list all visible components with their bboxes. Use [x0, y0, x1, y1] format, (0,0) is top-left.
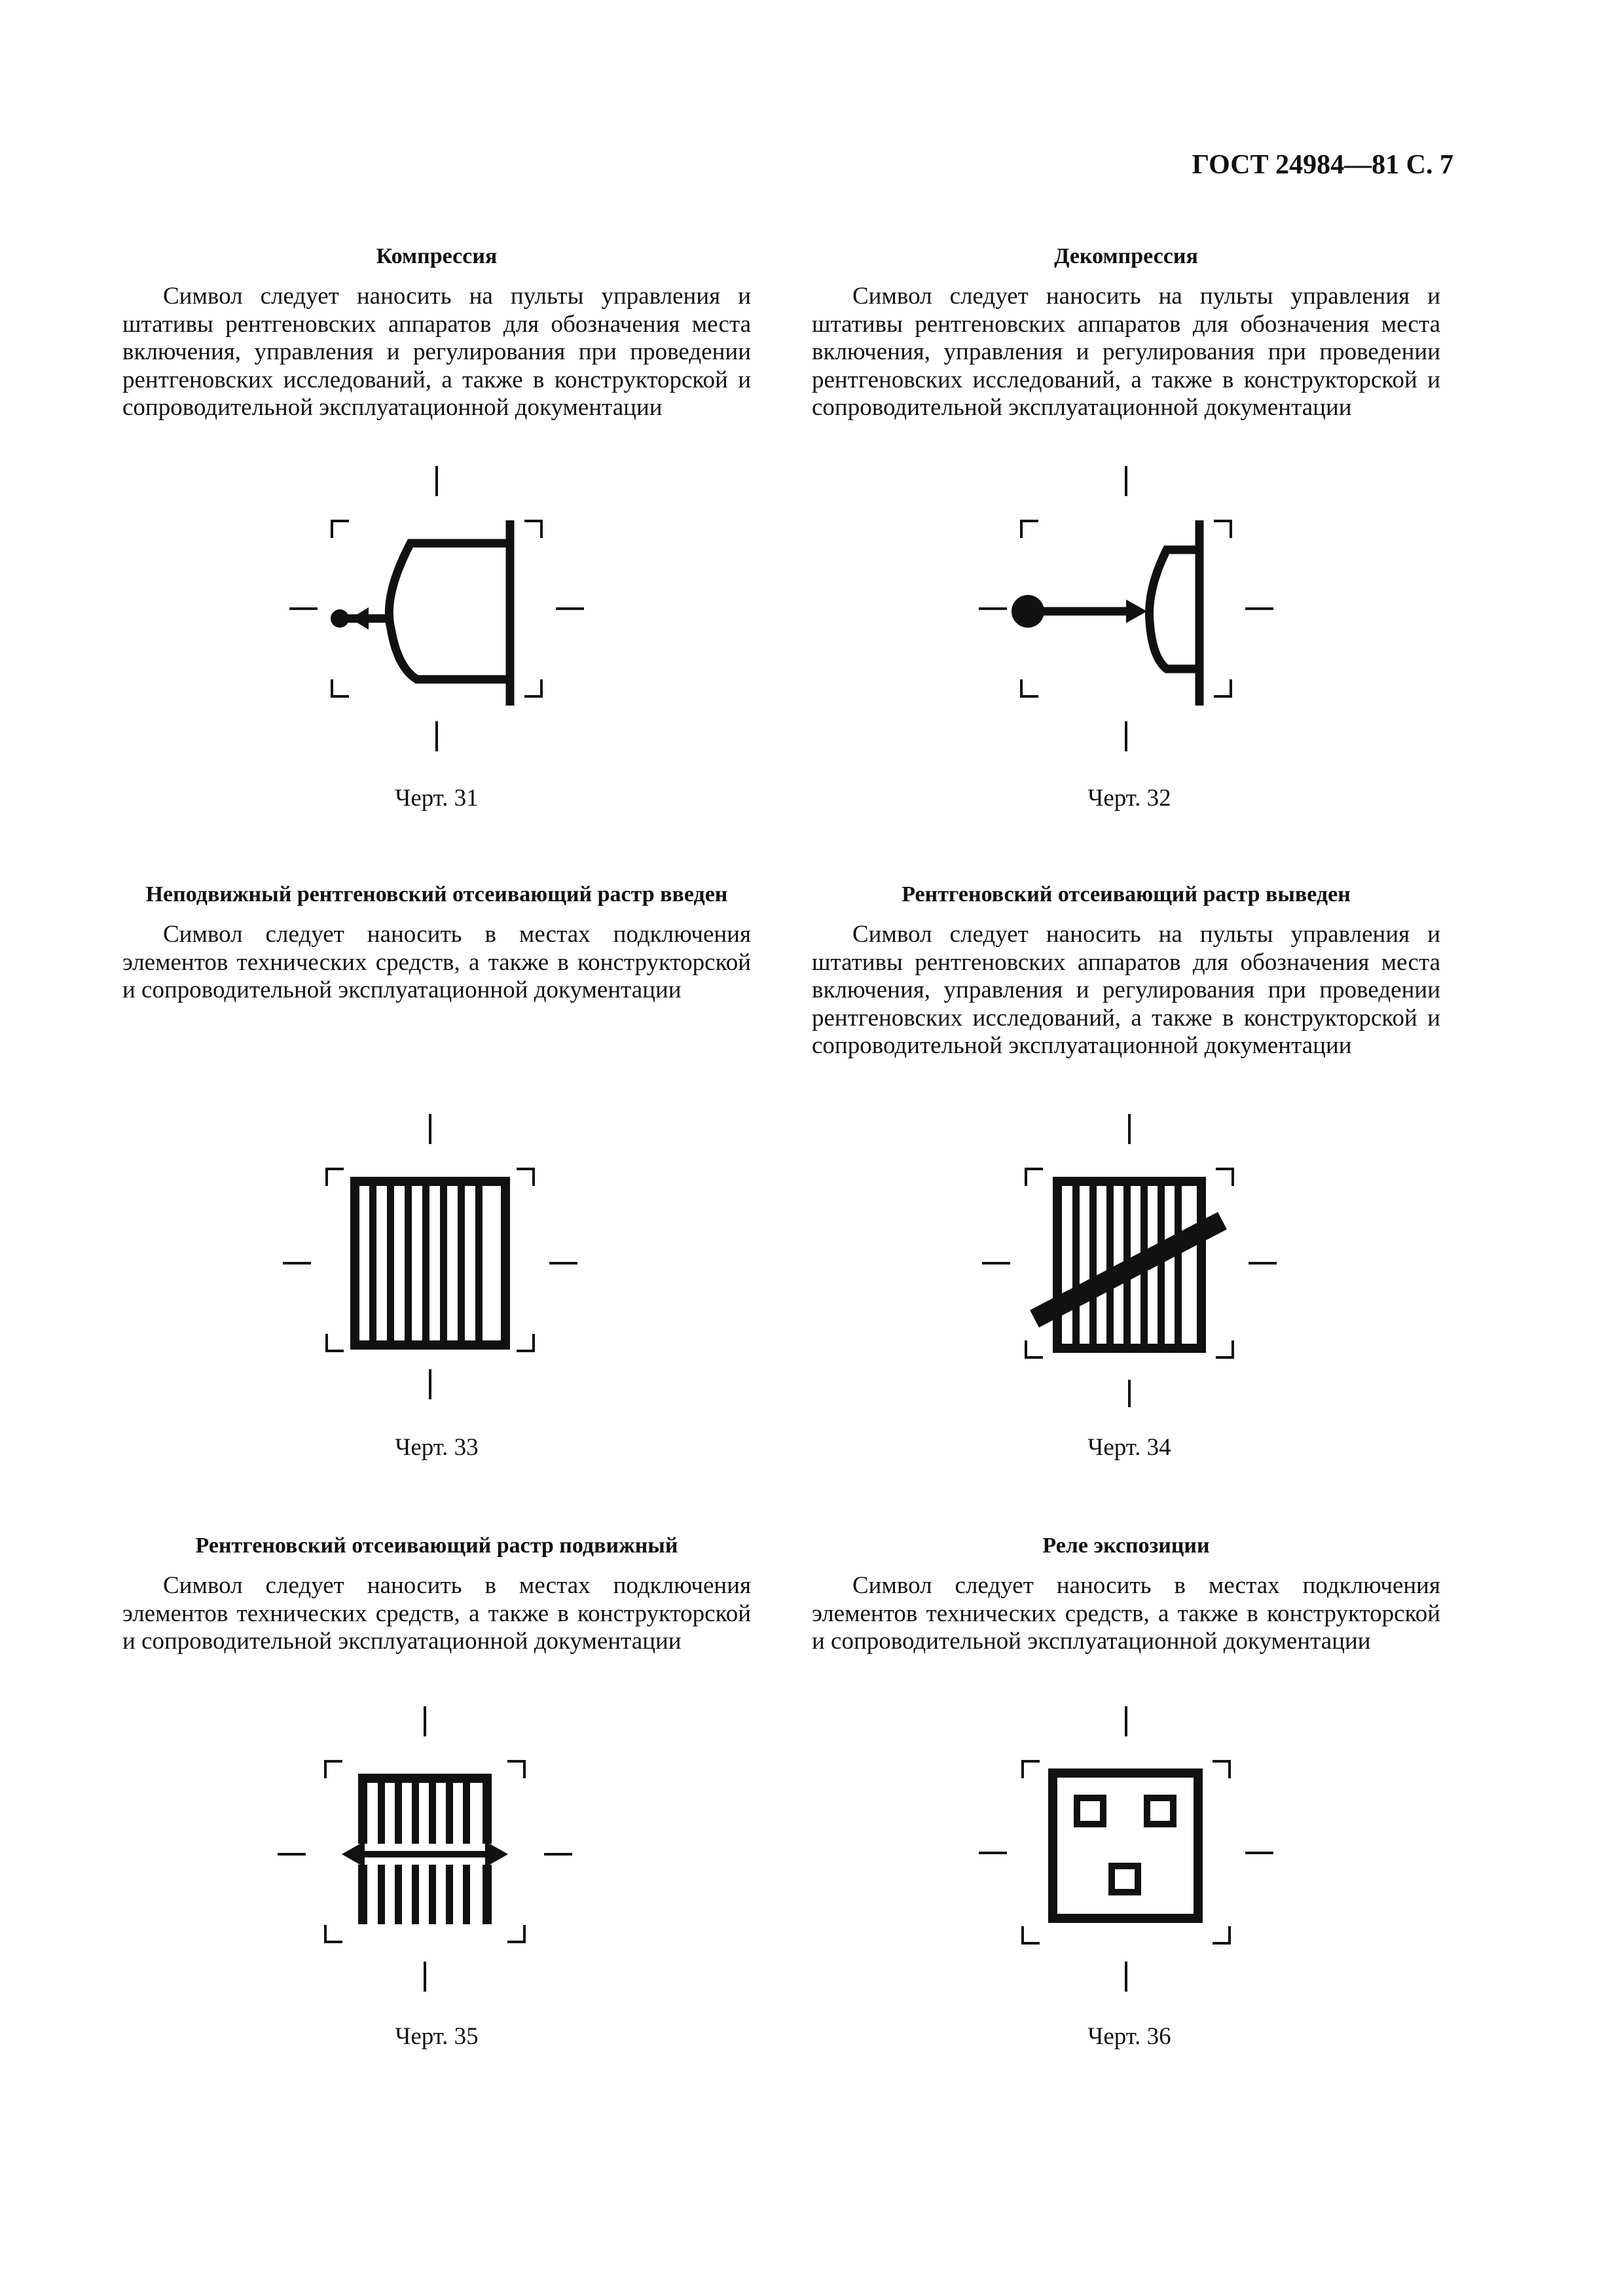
section-moving-grid	[122, 1532, 751, 1656]
section-title: Реле экспозиции	[1042, 1534, 1210, 1558]
section-description: Символ следует наносить в местах подключения элементов технических средств, а также в конструкторской и сопроводительной эксплуатационной документации	[122, 921, 751, 1003]
exposure-relay-symbol	[976, 1698, 1277, 2000]
figure-caption: Черт. 35	[395, 2023, 479, 2050]
section-title: Рентгеновский отсеивающий растр подвижный	[195, 1534, 678, 1558]
section-fixed-grid-in	[122, 880, 751, 1005]
page-header: ГОСТ 24984—81 С. 7	[1192, 150, 1453, 180]
section-title: Рентгеновский отсеивающий растр выведен	[902, 882, 1351, 906]
fixed-grid-in-symbol	[280, 1106, 581, 1407]
section-title: Декомпрессия	[1054, 244, 1198, 268]
grid-out-symbol	[979, 1106, 1280, 1407]
figure-caption: Черт. 31	[395, 785, 479, 812]
compression-symbol	[286, 458, 587, 759]
section-description: Символ следует наносить на пульты управления и штативы рентгеновских аппаратов для обозначения места включения, управления и регулирования при проведении рентгеновских исследований, а также в конструкторской и сопроводительной эксплуатационной документации	[812, 283, 1440, 421]
figure-caption: Черт. 34	[1087, 1434, 1171, 1461]
section-compression	[122, 242, 751, 422]
decompression-symbol	[976, 458, 1277, 759]
figure-caption: Черт. 33	[395, 1434, 479, 1461]
section-exposure-relay	[812, 1532, 1440, 1656]
figure-caption: Черт. 32	[1087, 785, 1171, 812]
section-description: Символ следует наносить в местах подключения элементов технических средств, а также в конструкторской и сопроводительной эксплуатационной документации	[812, 1572, 1440, 1655]
section-grid-out	[812, 880, 1440, 1060]
moving-grid-symbol	[273, 1698, 574, 2000]
section-title: Компрессия	[376, 244, 498, 268]
section-title: Неподвижный рентгеновский отсеивающий растр введен	[145, 882, 728, 906]
section-decompression	[812, 242, 1440, 422]
section-description: Символ следует наносить в местах подключения элементов технических средств, а также в конструкторской и сопроводительной эксплуатационной документации	[122, 1572, 751, 1655]
section-description: Символ следует наносить на пульты управления и штативы рентгеновских аппаратов для обозначения места включения, управления и регулирования при проведении рентгеновских исследований, а также в конструкторской и сопроводительной эксплуатационной документации	[122, 283, 751, 421]
figure-caption: Черт. 36	[1087, 2023, 1171, 2050]
section-description: Символ следует наносить на пульты управления и штативы рентгеновских аппаратов для обозначения места включения, управления и регулирования при проведении рентгеновских исследований, а также в конструкторской и сопроводительной эксплуатационной документации	[812, 921, 1440, 1059]
